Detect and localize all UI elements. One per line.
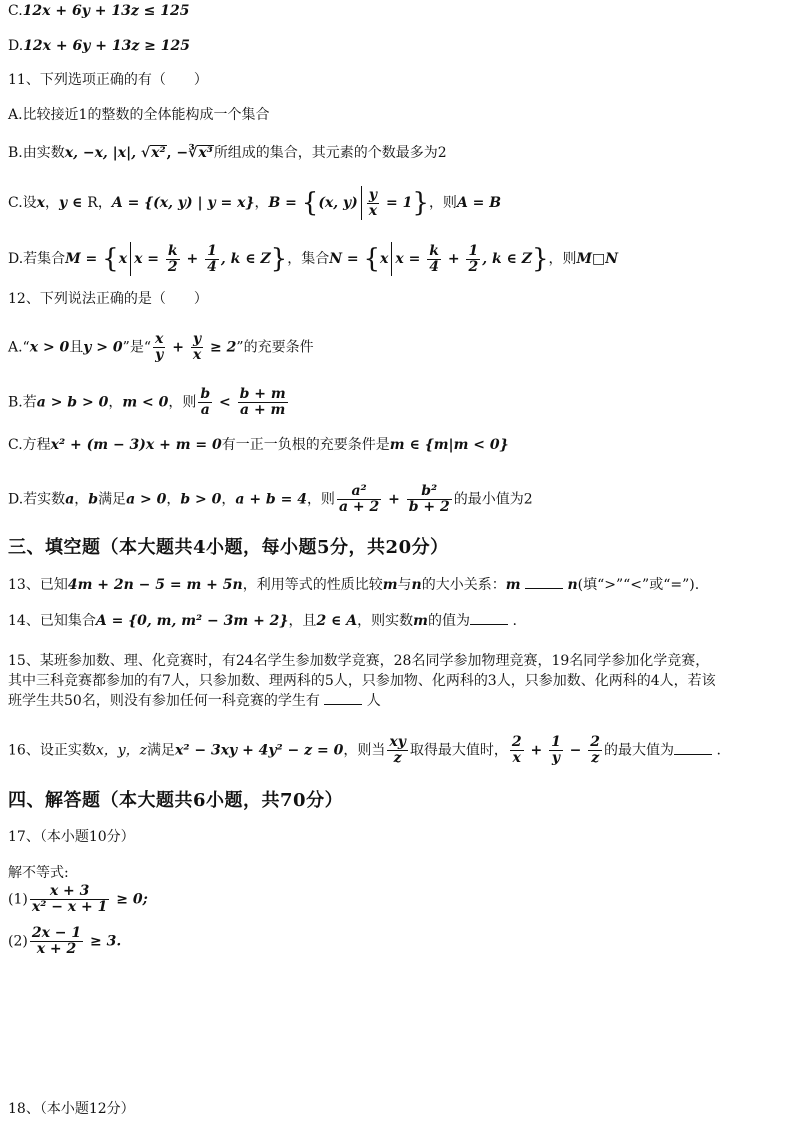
math: a bbox=[65, 491, 75, 508]
text: B.由实数 bbox=[8, 145, 65, 161]
equation: x² + (m − 3)x + m = 0 bbox=[50, 437, 222, 453]
section-heading-answers: 四、解答题（本大题共6小题，共70分） bbox=[8, 790, 344, 811]
math: x = bbox=[134, 251, 164, 267]
numerator: 1 bbox=[468, 242, 479, 259]
set-bar bbox=[391, 242, 392, 276]
text: 14、已知集合 bbox=[8, 613, 96, 629]
q10-option-d bbox=[8, 37, 190, 55]
math: y > 0 bbox=[83, 339, 123, 356]
math: a + b = 4 bbox=[235, 491, 307, 508]
math: m < 0 bbox=[122, 394, 169, 411]
q12-option-a bbox=[8, 332, 314, 363]
math: M□N bbox=[576, 251, 619, 267]
q17-part-2 bbox=[8, 926, 121, 957]
math: N = bbox=[329, 251, 364, 267]
fraction bbox=[466, 244, 480, 275]
text: ，且 bbox=[288, 613, 317, 629]
brace-open: { bbox=[363, 244, 381, 274]
q10-option-c bbox=[8, 2, 189, 20]
brace-open: { bbox=[301, 188, 319, 218]
numerator: 2x − 1 bbox=[31, 925, 82, 941]
math: b bbox=[88, 491, 99, 508]
math: y ∈ bbox=[59, 195, 88, 211]
fraction bbox=[337, 484, 381, 515]
text: ，则 bbox=[306, 491, 335, 508]
q12-stem: 12、下列说法正确的是（ ） bbox=[8, 291, 208, 307]
fraction bbox=[238, 387, 288, 418]
plus: + bbox=[442, 251, 465, 267]
text: ，则实数 bbox=[357, 613, 414, 629]
math: M = bbox=[65, 251, 103, 267]
numerator: 1 bbox=[207, 242, 217, 259]
fraction bbox=[30, 884, 110, 915]
text: . bbox=[716, 742, 721, 759]
math: A = bbox=[95, 613, 129, 629]
brace-close: } bbox=[412, 188, 429, 218]
text: ，则 bbox=[548, 251, 577, 267]
math: m ∈ {m|m < 0} bbox=[389, 437, 509, 453]
text: ，则 bbox=[168, 394, 197, 411]
q13 bbox=[8, 576, 699, 594]
text: 16、设正实数 bbox=[8, 742, 96, 759]
fraction bbox=[510, 735, 524, 766]
less-than: < bbox=[214, 394, 236, 411]
text: C.方程 bbox=[8, 437, 51, 453]
fraction bbox=[153, 332, 165, 363]
denominator: x bbox=[192, 347, 202, 363]
math: 2 ∈ A bbox=[316, 613, 358, 629]
denominator: x + 2 bbox=[36, 941, 77, 957]
denominator: z bbox=[393, 750, 402, 766]
denominator: y bbox=[155, 347, 164, 363]
inequality: 12x + 6y + 13z ≤ 125 bbox=[22, 3, 190, 19]
math: A = B bbox=[456, 195, 502, 211]
text: 13、已知 bbox=[8, 577, 68, 593]
denominator: a + m bbox=[240, 402, 286, 418]
fraction bbox=[367, 188, 379, 219]
math: x = bbox=[395, 251, 426, 267]
text: 有一正一负根的充要条件是 bbox=[221, 437, 390, 453]
text: ，则当 bbox=[343, 742, 386, 759]
var: m bbox=[413, 613, 428, 629]
text: 的大小关系： bbox=[421, 577, 506, 593]
text: C.设 bbox=[8, 195, 37, 211]
fraction bbox=[191, 332, 203, 363]
section-heading-fill-in: 三、填空题（本大题共4小题，每小题5分，共20分） bbox=[8, 537, 449, 558]
real-set: R bbox=[87, 195, 98, 211]
text: 人 bbox=[366, 693, 381, 709]
text: 且 bbox=[69, 339, 84, 356]
brace-open: { bbox=[102, 244, 119, 274]
relation: ≥ 0; bbox=[111, 891, 148, 908]
q17-part-1 bbox=[8, 884, 148, 915]
option-label: D. bbox=[8, 38, 24, 54]
q12-option-d bbox=[8, 484, 533, 515]
denominator: x bbox=[368, 202, 378, 219]
cbrt-arg: x³ bbox=[198, 145, 213, 161]
math: , k ∈ Z bbox=[482, 251, 532, 267]
part-label: (2) bbox=[8, 933, 28, 950]
q16 bbox=[8, 735, 721, 766]
denominator: 2 bbox=[468, 258, 479, 275]
sqrt-arg: x² bbox=[151, 145, 166, 161]
q17-intro: 解不等式: bbox=[8, 865, 69, 881]
text: 所组成的集合，其元素的个数最多为2 bbox=[213, 145, 447, 161]
text: (填“>”“<”或“=”). bbox=[577, 577, 700, 593]
numerator: b + m bbox=[239, 386, 286, 402]
numerator: 1 bbox=[551, 734, 561, 750]
q15-line-1: 15、某班参加数、理、化竞赛时，有24名学生参加数学竞赛，28名同学参加物理竞赛，19名同学参加化学竞赛， bbox=[8, 653, 710, 669]
math: b > 0 bbox=[180, 491, 222, 508]
text: 满足 bbox=[147, 742, 176, 759]
text: A.“ bbox=[8, 339, 30, 356]
text: ”的充要条件 bbox=[236, 339, 314, 356]
fraction bbox=[198, 387, 212, 418]
math: a > 0 bbox=[126, 491, 167, 508]
fraction bbox=[387, 735, 407, 766]
text: 与 bbox=[397, 577, 412, 593]
text: . bbox=[512, 613, 517, 629]
text: B.若 bbox=[8, 394, 37, 411]
var: m bbox=[382, 577, 398, 593]
denominator: a + 2 bbox=[338, 499, 380, 515]
numerator: a² bbox=[337, 484, 381, 500]
equation: x² − 3xy + 4y² − z = 0 bbox=[175, 742, 344, 759]
q12-option-b bbox=[8, 387, 290, 418]
option-label: C. bbox=[8, 3, 23, 19]
var: m bbox=[505, 577, 521, 593]
equation: 4m + 2n − 5 = m + 5n bbox=[67, 577, 243, 593]
numerator: b bbox=[200, 386, 211, 402]
answer-blank bbox=[674, 742, 712, 755]
q15-line-3 bbox=[8, 692, 381, 710]
part-label: (1) bbox=[8, 891, 28, 908]
set-bar bbox=[130, 242, 131, 276]
denominator: y bbox=[551, 750, 560, 766]
numerator: 2 bbox=[511, 734, 522, 750]
denominator: 2 bbox=[167, 258, 178, 275]
set-a: A = {(x, y) | y = x} bbox=[111, 195, 255, 211]
relation: ≥ 3. bbox=[85, 933, 122, 950]
fraction bbox=[549, 735, 563, 766]
text: ， bbox=[74, 491, 89, 508]
denominator: 4 bbox=[429, 258, 439, 275]
numerator: x + 3 bbox=[30, 884, 110, 900]
math: x bbox=[36, 195, 46, 211]
text: ， bbox=[221, 491, 236, 508]
text: 的最大值为 bbox=[604, 742, 675, 759]
text: ，集合 bbox=[287, 251, 330, 267]
fraction bbox=[30, 926, 83, 957]
text: 的值为 bbox=[427, 613, 470, 629]
numerator: xy bbox=[389, 734, 406, 750]
set-var: (x, y) bbox=[318, 195, 358, 211]
set: {0, m, m² − 3m + 2} bbox=[128, 613, 289, 629]
q11-option-c bbox=[8, 186, 501, 220]
q11-option-a: A.比较接近1的整数的全体能构成一个集合 bbox=[8, 107, 270, 123]
numerator: x bbox=[154, 331, 164, 347]
brace-close: } bbox=[270, 244, 288, 274]
denominator: x² − x + 1 bbox=[31, 899, 108, 915]
brace-close: } bbox=[532, 244, 549, 274]
denominator: a bbox=[200, 402, 210, 418]
math: B = bbox=[268, 195, 302, 211]
q17-stem: 17、（本小题10分） bbox=[8, 829, 135, 845]
text: ， bbox=[166, 491, 181, 508]
q12-option-c bbox=[8, 436, 509, 454]
denominator: b + 2 bbox=[408, 499, 450, 515]
text: D.若实数 bbox=[8, 491, 66, 508]
var: n bbox=[567, 577, 578, 593]
text: D.若集合 bbox=[8, 251, 66, 267]
text: ， bbox=[254, 195, 269, 211]
answer-blank bbox=[470, 612, 508, 625]
fraction bbox=[407, 484, 452, 515]
var: x bbox=[118, 251, 128, 267]
denominator: z bbox=[591, 750, 600, 766]
text: ， bbox=[45, 195, 60, 211]
q11-option-d bbox=[8, 242, 618, 276]
q15-line-2: 其中三科竞赛都参加的有7人，只参加数、理两科的5人，只参加物、化两科的3人，只参加数、化两科的4人，若该 bbox=[8, 673, 716, 689]
numerator: k bbox=[166, 244, 180, 260]
fraction bbox=[166, 244, 180, 275]
answer-blank bbox=[324, 692, 362, 705]
answer-blank bbox=[525, 576, 563, 589]
text: ”是“ bbox=[122, 339, 151, 356]
inequality: 12x + 6y + 13z ≥ 125 bbox=[23, 38, 190, 54]
text: 班学生共50名，则没有参加任何一科竞赛的学生有 bbox=[8, 693, 320, 709]
denominator: 4 bbox=[207, 258, 217, 275]
text: 的最小值为2 bbox=[453, 491, 533, 508]
cbrt-sign: −∛ bbox=[176, 145, 198, 161]
math: ≥ 2 bbox=[205, 339, 237, 356]
minus: − bbox=[564, 742, 587, 759]
denominator: x bbox=[512, 750, 521, 766]
text: ，则 bbox=[428, 195, 457, 211]
math: = 1 bbox=[381, 195, 413, 211]
plus: + bbox=[181, 251, 204, 267]
plus: + bbox=[383, 491, 405, 508]
math: , k ∈ Z bbox=[220, 251, 271, 267]
numerator: y bbox=[191, 332, 203, 348]
numerator: y bbox=[367, 188, 379, 204]
text: ，利用等式的性质比较 bbox=[242, 577, 383, 593]
comma: , bbox=[166, 145, 177, 161]
q11-option-b bbox=[8, 144, 447, 162]
var: n bbox=[411, 577, 422, 593]
sqrt-sign: √ bbox=[140, 145, 151, 161]
math: a > b > 0 bbox=[36, 394, 109, 411]
q18-stem: 18、（本小题12分） bbox=[8, 1101, 135, 1117]
fraction bbox=[427, 244, 441, 275]
q14 bbox=[8, 612, 517, 630]
text: 取得最大值时， bbox=[409, 742, 508, 759]
set-bar bbox=[361, 186, 362, 220]
numerator: b² bbox=[407, 484, 452, 500]
numerator: k bbox=[427, 244, 441, 260]
fraction bbox=[588, 735, 602, 766]
math: x > 0 bbox=[29, 339, 70, 356]
plus: + bbox=[525, 742, 548, 759]
vars: x，y，z bbox=[95, 742, 148, 759]
math: x, −x, |x|, bbox=[64, 145, 141, 161]
var: x bbox=[380, 251, 389, 267]
text: ， bbox=[97, 195, 112, 211]
text: 满足 bbox=[98, 491, 127, 508]
q11-stem: 11、下列选项正确的有（ ） bbox=[8, 72, 208, 88]
numerator: 2 bbox=[590, 734, 601, 750]
plus: + bbox=[167, 339, 189, 356]
fraction bbox=[205, 244, 219, 275]
text: ， bbox=[108, 394, 123, 411]
